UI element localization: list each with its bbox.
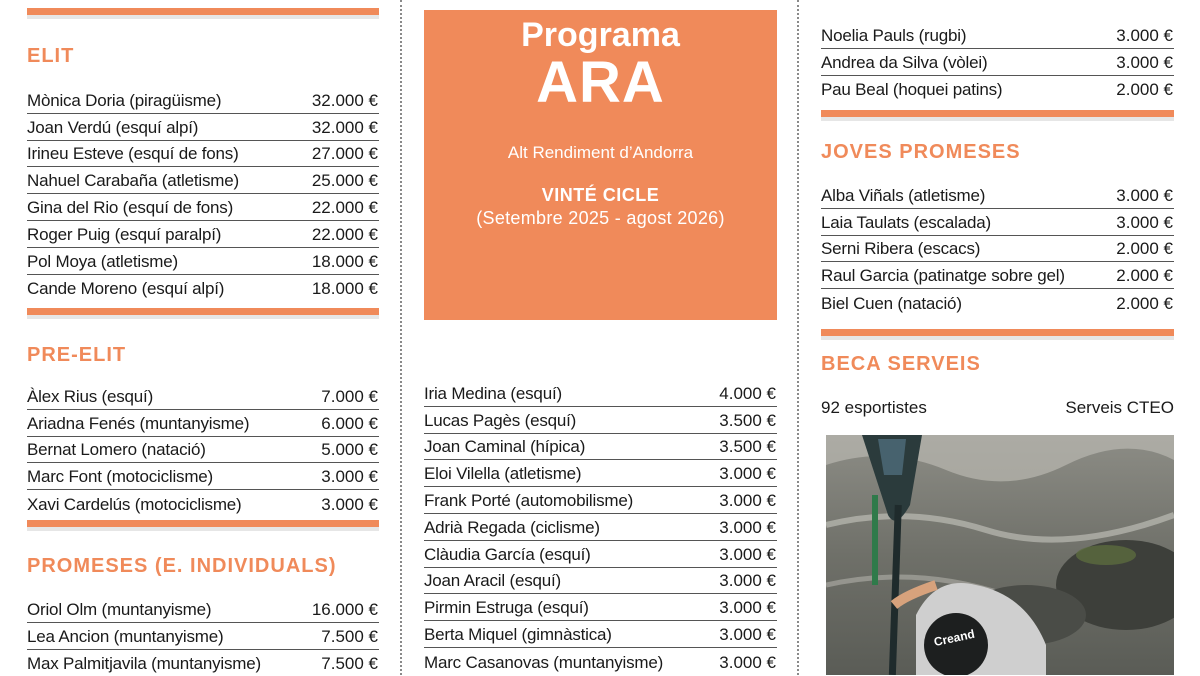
- grant-amount: 4.000 €: [719, 383, 776, 403]
- program-period: (Setembre 2025 - agost 2026): [476, 208, 725, 228]
- athlete-name: Biel Cuen (natació): [821, 293, 962, 313]
- list-row: [27, 221, 379, 248]
- grant-amount: 22.000 €: [311, 197, 378, 217]
- program-header: [424, 10, 777, 320]
- grant-amount: 3.000 €: [719, 544, 776, 564]
- beca-serveis-line: [821, 398, 1174, 418]
- beca-serveis-service: Serveis CTEO: [1065, 398, 1174, 417]
- program-cycle: VINTÉ CICLE: [541, 185, 660, 205]
- athlete-name: Gina del Rio (esquí de fons): [27, 197, 234, 217]
- athlete-name: Bernat Lomero (natació): [27, 440, 206, 460]
- athlete-name: Clàudia García (esquí): [424, 544, 591, 564]
- list-row: [27, 248, 379, 275]
- kayaker-illustration: [826, 435, 1174, 675]
- athlete-name: Nahuel Carabaña (atletisme): [27, 171, 239, 191]
- grant-amount: 3.000 €: [719, 464, 776, 484]
- pre-elit-title: PRE-ELIT: [27, 344, 127, 366]
- athlete-name: Iria Medina (esquí): [424, 383, 562, 403]
- grant-amount: 3.000 €: [719, 571, 776, 591]
- grant-amount: 18.000 €: [311, 279, 378, 299]
- section-divider: [27, 308, 379, 319]
- grant-amount: 18.000 €: [311, 251, 378, 271]
- athlete-name: Joan Caminal (hípica): [424, 437, 586, 457]
- athlete-name: Lucas Pagès (esquí): [424, 410, 577, 430]
- helmet-text: Creand: [932, 626, 976, 650]
- athlete-name: Adrià Regada (ciclisme): [424, 517, 600, 537]
- athlete-name: Berta Miquel (gimnàstica): [424, 624, 612, 644]
- list-row: [821, 182, 1174, 209]
- grant-amount: 3.000 €: [719, 490, 776, 510]
- grant-amount: 25.000 €: [311, 171, 378, 191]
- grant-amount: 2.000 €: [1116, 266, 1173, 286]
- list-row: [821, 236, 1174, 263]
- athlete-name: Max Palmitjavila (muntanyisme): [27, 654, 261, 674]
- grant-amount: 3.000 €: [719, 624, 776, 644]
- grant-amount: 3.000 €: [1116, 25, 1173, 45]
- right-top-list: [821, 22, 1174, 102]
- grant-amount: 6.000 €: [321, 413, 378, 433]
- list-row: [27, 275, 379, 302]
- grant-amount: 16.000 €: [311, 599, 378, 619]
- list-row: [27, 437, 379, 464]
- athlete-name: Noelia Pauls (rugbi): [821, 25, 967, 45]
- list-row: [821, 209, 1174, 236]
- list-row: [27, 463, 379, 490]
- list-row: [821, 76, 1174, 103]
- athlete-name: Oriol Olm (muntanyisme): [27, 599, 212, 619]
- grant-amount: 3.000 €: [1116, 212, 1173, 232]
- athlete-name: Xavi Cardelús (motociclisme): [27, 494, 242, 514]
- grant-amount: 3.000 €: [719, 517, 776, 537]
- list-row: [821, 22, 1174, 49]
- athlete-name: Irineu Esteve (esquí de fons): [27, 144, 239, 164]
- grant-amount: 7.000 €: [321, 386, 378, 406]
- list-row: [27, 596, 379, 623]
- grant-amount: 7.500 €: [321, 626, 378, 646]
- list-row: [27, 194, 379, 221]
- column-separator: [797, 0, 799, 675]
- athlete-name: Joan Aracil (esquí): [424, 571, 561, 591]
- athlete-name: Cande Moreno (esquí alpí): [27, 279, 225, 299]
- athlete-name: Serni Ribera (escacs): [821, 239, 981, 259]
- athlete-name: Pol Moya (atletisme): [27, 251, 178, 271]
- kayak-photo: [826, 435, 1174, 675]
- middle-list: [424, 380, 777, 675]
- list-row: [424, 568, 777, 595]
- list-row: [424, 487, 777, 514]
- grant-amount: 3.000 €: [1116, 185, 1173, 205]
- athlete-name: Raul Garcia (patinatge sobre gel): [821, 266, 1065, 286]
- athlete-name: Marc Casanovas (muntanyisme): [424, 652, 664, 672]
- beca-serveis-count: 92 esportistes: [821, 398, 927, 417]
- athlete-name: Àlex Rius (esquí): [27, 386, 154, 406]
- column-separator: [400, 0, 402, 675]
- list-row: [27, 650, 379, 676]
- grant-amount: 5.000 €: [321, 440, 378, 460]
- grant-amount: 32.000 €: [311, 117, 378, 137]
- list-row: [424, 434, 777, 461]
- list-row: [424, 648, 777, 675]
- joves-promeses-title: JOVES PROMESES: [821, 141, 1021, 163]
- list-row: [27, 167, 379, 194]
- section-divider: [27, 8, 379, 19]
- list-row: [27, 87, 379, 114]
- athlete-name: Laia Taulats (escalada): [821, 212, 991, 232]
- grant-amount: 22.000 €: [311, 224, 378, 244]
- list-row: [27, 383, 379, 410]
- athlete-name: Alba Viñals (atletisme): [821, 185, 986, 205]
- program-subtitle: Alt Rendiment d’Andorra: [507, 143, 694, 162]
- grant-amount: 2.000 €: [1116, 80, 1173, 100]
- list-row: [424, 621, 777, 648]
- list-row: [424, 460, 777, 487]
- grant-amount: 2.000 €: [1116, 239, 1173, 259]
- grant-amount: 3.000 €: [1116, 52, 1173, 72]
- beca-serveis-title: BECA SERVEIS: [821, 353, 981, 375]
- athlete-name: Andrea da Silva (vòlei): [821, 52, 988, 72]
- promeses-individuals-title: PROMESES (E. INDIVIDUALS): [27, 555, 337, 577]
- list-row: [424, 541, 777, 568]
- list-row: [27, 141, 379, 168]
- elit-list: [27, 87, 379, 301]
- athlete-name: Frank Porté (automobilisme): [424, 490, 634, 510]
- grant-amount: 32.000 €: [311, 90, 378, 110]
- list-row: [27, 114, 379, 141]
- athlete-name: Eloi Vilella (atletisme): [424, 464, 582, 484]
- program-name: ARA: [536, 50, 665, 115]
- list-row: [424, 514, 777, 541]
- promeses-individuals-list: [27, 596, 379, 676]
- list-row: [821, 49, 1174, 76]
- section-divider: [27, 520, 379, 531]
- list-row: [27, 623, 379, 650]
- section-divider: [821, 329, 1174, 340]
- list-row: [27, 410, 379, 437]
- athlete-name: Pirmin Estruga (esquí): [424, 598, 589, 618]
- grant-amount: 2.000 €: [1116, 293, 1173, 313]
- grant-amount: 7.500 €: [321, 654, 378, 674]
- pre-elit-list: [27, 383, 379, 517]
- grant-amount: 3.000 €: [321, 494, 378, 514]
- list-row: [424, 380, 777, 407]
- list-row: [821, 289, 1174, 316]
- grant-amount: 3.000 €: [719, 598, 776, 618]
- athlete-name: Marc Font (motociclisme): [27, 467, 214, 487]
- athlete-name: Mònica Doria (piragüisme): [27, 90, 222, 110]
- athlete-name: Lea Ancion (muntanyisme): [27, 626, 224, 646]
- athlete-name: Roger Puig (esquí paralpí): [27, 224, 222, 244]
- grant-amount: 3.000 €: [719, 652, 776, 672]
- grant-amount: 3.500 €: [719, 410, 776, 430]
- joves-promeses-list: [821, 182, 1174, 316]
- grant-amount: 27.000 €: [311, 144, 378, 164]
- list-row: [821, 262, 1174, 289]
- elit-title: ELIT: [27, 45, 75, 67]
- list-row: [424, 594, 777, 621]
- grant-amount: 3.000 €: [321, 467, 378, 487]
- list-row: [27, 490, 379, 517]
- list-row: [424, 407, 777, 434]
- athlete-name: Ariadna Fenés (muntanyisme): [27, 413, 250, 433]
- athlete-name: Pau Beal (hoquei patins): [821, 80, 1003, 100]
- grant-amount: 3.500 €: [719, 437, 776, 457]
- section-divider: [821, 110, 1174, 121]
- program-title: Programa: [521, 16, 680, 54]
- athlete-name: Joan Verdú (esquí alpí): [27, 117, 199, 137]
